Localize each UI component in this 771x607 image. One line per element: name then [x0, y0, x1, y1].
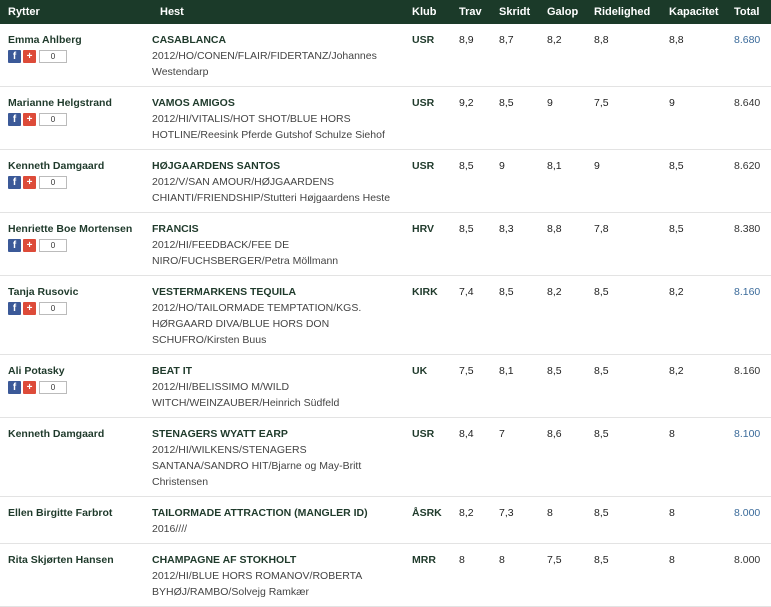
- horse-pedigree: 2012/V/SAN AMOUR/HØJGAARDENS CHIANTI/FRIENDSHIP/Stutteri Højgaardens Heste: [152, 176, 391, 204]
- kapacitet-score: 8,2: [661, 276, 726, 355]
- rider-name[interactable]: Henriette Boe Mortensen: [8, 223, 133, 235]
- rider-cell: [0, 87, 152, 150]
- table-row: [0, 276, 771, 355]
- facebook-share-icon[interactable]: f: [8, 239, 21, 252]
- horse-name[interactable]: TAILORMADE ATTRACTION (MANGLER ID): [152, 507, 368, 519]
- rider-cell: [0, 497, 152, 544]
- horse-pedigree: 2012/HI/BLUE HORS ROMANOV/ROBERTA BYHØJ/RAMBO/Solvejg Ramkær: [152, 570, 362, 598]
- club-cell: HRV: [404, 213, 451, 276]
- horse-pedigree: 2012/HO/TAILORMADE TEMPTATION/KGS. HØRGAARD DIVA/BLUE HORS DON SCHUFRO/Kirsten Buus: [152, 302, 362, 346]
- horse-cell: [152, 24, 404, 87]
- horse-cell: [152, 544, 404, 607]
- trav-score: 8,2: [451, 497, 491, 544]
- total-score: 8.620: [726, 150, 771, 213]
- horse-cell: [152, 213, 404, 276]
- horse-name[interactable]: STENAGERS WYATT EARP: [152, 428, 288, 440]
- skridt-score: 8,1: [491, 355, 539, 418]
- share-buttons: [8, 112, 152, 126]
- rider-name[interactable]: Emma Ahlberg: [8, 34, 82, 46]
- horse-name[interactable]: FRANCIS: [152, 223, 199, 235]
- share-count: 0: [39, 302, 67, 315]
- rider-cell: [0, 355, 152, 418]
- col-header-horse[interactable]: Hest: [152, 0, 404, 24]
- horse-pedigree: 2012/HI/FEEDBACK/FEE DE NIRO/FUCHSBERGER/Petra Möllmann: [152, 239, 339, 267]
- ridelighed-score: 9: [586, 150, 661, 213]
- horse-name[interactable]: CHAMPAGNE AF STOKHOLT: [152, 554, 297, 566]
- share-buttons: [8, 238, 152, 252]
- col-header-skridt[interactable]: Skridt: [491, 0, 539, 24]
- galop-score: 8,8: [539, 213, 586, 276]
- facebook-share-icon[interactable]: f: [8, 176, 21, 189]
- share-buttons: [8, 301, 152, 315]
- table-row: [0, 497, 771, 544]
- horse-pedigree: 2012/HO/CONEN/FLAIR/FIDERTANZ/Johannes Westendarp: [152, 50, 377, 78]
- horse-cell: [152, 418, 404, 497]
- share-buttons: [8, 49, 152, 63]
- rider-name[interactable]: Marianne Helgstrand: [8, 97, 112, 109]
- skridt-score: 8,5: [491, 276, 539, 355]
- table-row: [0, 355, 771, 418]
- ridelighed-score: 7,8: [586, 213, 661, 276]
- total-score[interactable]: 8.100: [726, 418, 771, 497]
- share-count: 0: [39, 239, 67, 252]
- kapacitet-score: 8,5: [661, 213, 726, 276]
- skridt-score: 7: [491, 418, 539, 497]
- rider-name[interactable]: Tanja Rusovic: [8, 286, 79, 298]
- ridelighed-score: 8,5: [586, 418, 661, 497]
- col-header-rider[interactable]: Rytter: [0, 0, 152, 24]
- horse-cell: [152, 150, 404, 213]
- share-count: 0: [39, 113, 67, 126]
- ridelighed-score: 8,8: [586, 24, 661, 87]
- horse-pedigree: 2012/HI/WILKENS/STENAGERS SANTANA/SANDRO HIT/Bjarne og May-Britt Christensen: [152, 444, 362, 488]
- table-row: [0, 544, 771, 607]
- table-row: [0, 87, 771, 150]
- horse-name[interactable]: VESTERMARKENS TEQUILA: [152, 286, 297, 298]
- ridelighed-score: 8,5: [586, 497, 661, 544]
- total-score: 8.380: [726, 213, 771, 276]
- kapacitet-score: 8,8: [661, 24, 726, 87]
- total-score[interactable]: 8.000: [726, 497, 771, 544]
- rider-cell: [0, 418, 152, 497]
- rider-cell: [0, 150, 152, 213]
- total-score[interactable]: 8.680: [726, 24, 771, 87]
- share-count: 0: [39, 176, 67, 189]
- trav-score: 8,9: [451, 24, 491, 87]
- horse-pedigree: 2016////: [152, 523, 188, 535]
- col-header-club[interactable]: Klub: [404, 0, 451, 24]
- header-row: [0, 0, 771, 24]
- horse-cell: [152, 497, 404, 544]
- skridt-score: 7,3: [491, 497, 539, 544]
- club-cell: USR: [404, 150, 451, 213]
- rider-name[interactable]: Rita Skjørten Hansen: [8, 554, 114, 566]
- horse-cell: [152, 276, 404, 355]
- skridt-score: 8: [491, 544, 539, 607]
- kapacitet-score: 8,2: [661, 355, 726, 418]
- google-plus-share-icon[interactable]: +: [23, 113, 36, 126]
- kapacitet-score: 8,5: [661, 150, 726, 213]
- facebook-share-icon[interactable]: f: [8, 302, 21, 315]
- kapacitet-score: 8: [661, 497, 726, 544]
- galop-score: 7,5: [539, 544, 586, 607]
- trav-score: 8,5: [451, 150, 491, 213]
- club-cell: KIRK: [404, 276, 451, 355]
- horse-name[interactable]: CASABLANCA: [152, 34, 227, 46]
- club-cell: USR: [404, 87, 451, 150]
- skridt-score: 8,3: [491, 213, 539, 276]
- kapacitet-score: 8: [661, 544, 726, 607]
- ridelighed-score: 8,5: [586, 544, 661, 607]
- share-count: 0: [39, 381, 67, 394]
- google-plus-share-icon[interactable]: +: [23, 176, 36, 189]
- trav-score: 8,5: [451, 213, 491, 276]
- col-header-trav[interactable]: Trav: [451, 0, 491, 24]
- trav-score: 9,2: [451, 87, 491, 150]
- rider-cell: [0, 276, 152, 355]
- horse-cell: [152, 355, 404, 418]
- rider-name[interactable]: Ellen Birgitte Farbrot: [8, 507, 113, 519]
- skridt-score: 8,7: [491, 24, 539, 87]
- table-row: [0, 24, 771, 87]
- total-score[interactable]: 8.160: [726, 276, 771, 355]
- total-score: 8.640: [726, 87, 771, 150]
- col-header-ridelighed[interactable]: Ridelighed: [586, 0, 661, 24]
- facebook-share-icon[interactable]: f: [8, 381, 21, 394]
- kapacitet-score: 8: [661, 418, 726, 497]
- galop-score: 8,2: [539, 24, 586, 87]
- galop-score: 8: [539, 497, 586, 544]
- skridt-score: 9: [491, 150, 539, 213]
- ridelighed-score: 8,5: [586, 276, 661, 355]
- trav-score: 8,4: [451, 418, 491, 497]
- kapacitet-score: 9: [661, 87, 726, 150]
- rider-cell: [0, 24, 152, 87]
- share-buttons: [8, 380, 152, 394]
- club-cell: ÅSRK: [404, 497, 451, 544]
- google-plus-share-icon[interactable]: +: [23, 381, 36, 394]
- galop-score: 8,5: [539, 355, 586, 418]
- horse-pedigree: 2012/HI/BELISSIMO M/WILD WITCH/WEINZAUBER/Heinrich Südfeld: [152, 381, 340, 409]
- galop-score: 8,6: [539, 418, 586, 497]
- club-cell: USR: [404, 24, 451, 87]
- google-plus-share-icon[interactable]: +: [23, 50, 36, 63]
- rider-name[interactable]: Kenneth Damgaard: [8, 428, 105, 440]
- share-buttons: [8, 175, 152, 189]
- total-score: 8.160: [726, 355, 771, 418]
- club-cell: MRR: [404, 544, 451, 607]
- total-score: 8.000: [726, 544, 771, 607]
- ridelighed-score: 8,5: [586, 355, 661, 418]
- facebook-share-icon[interactable]: f: [8, 50, 21, 63]
- galop-score: 9: [539, 87, 586, 150]
- facebook-share-icon[interactable]: f: [8, 113, 21, 126]
- horse-name[interactable]: HØJGAARDENS SANTOS: [152, 160, 281, 172]
- table-row: [0, 150, 771, 213]
- trav-score: 8: [451, 544, 491, 607]
- table-row: [0, 213, 771, 276]
- google-plus-share-icon[interactable]: +: [23, 239, 36, 252]
- club-cell: USR: [404, 418, 451, 497]
- horse-cell: [152, 87, 404, 150]
- google-plus-share-icon[interactable]: +: [23, 302, 36, 315]
- col-header-galop[interactable]: Galop: [539, 0, 586, 24]
- rider-name[interactable]: Kenneth Damgaard: [8, 160, 105, 172]
- galop-score: 8,1: [539, 150, 586, 213]
- horse-name[interactable]: VAMOS AMIGOS: [152, 97, 235, 109]
- share-count: 0: [39, 50, 67, 63]
- skridt-score: 8,5: [491, 87, 539, 150]
- club-cell: UK: [404, 355, 451, 418]
- horse-pedigree: 2012/HI/VITALIS/HOT SHOT/BLUE HORS HOTLINE/Reesink Pferde Gutshof Schulze Siehof: [152, 113, 385, 141]
- col-header-total[interactable]: Total: [726, 0, 771, 24]
- horse-name[interactable]: BEAT IT: [152, 365, 193, 377]
- rider-name[interactable]: Ali Potasky: [8, 365, 65, 377]
- table-row: [0, 418, 771, 497]
- ridelighed-score: 7,5: [586, 87, 661, 150]
- trav-score: 7,4: [451, 276, 491, 355]
- trav-score: 7,5: [451, 355, 491, 418]
- galop-score: 8,2: [539, 276, 586, 355]
- rider-cell: [0, 544, 152, 607]
- rider-cell: [0, 213, 152, 276]
- col-header-kapacitet[interactable]: Kapacitet: [661, 0, 726, 24]
